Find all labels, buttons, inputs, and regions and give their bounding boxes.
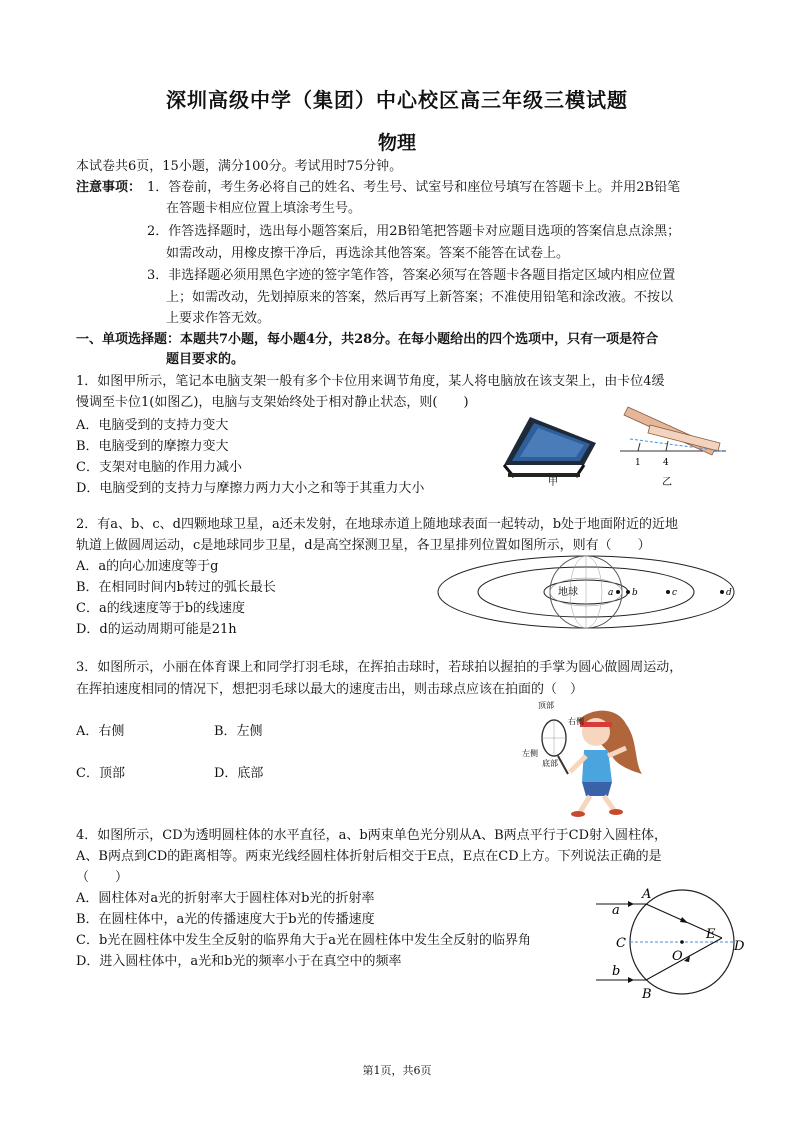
point-label-d: D (734, 939, 745, 954)
ray-label-a: a (612, 903, 620, 918)
q3-stem-line-2: 在挥拍速度相同的情况下，想把羽毛球以最大的速度击出，则击球点应该在拍面的（ ） (76, 682, 584, 697)
q4-cylinder-figure (586, 880, 776, 1002)
q2-satellite-figure (432, 552, 752, 634)
figure-label-yi: 乙 (662, 477, 672, 488)
point-label-a-upper: A (642, 887, 652, 902)
q2-stem-line-1: 2．有a、b、c、d四颗地球卫星，a还未发射，在地球赤道上随地球表面一起转动，b处于地面附近的近地 (76, 517, 679, 532)
notice-item-1-line-2: 在答题卡相应位置上填涂考生号。 (166, 201, 362, 216)
page-footer: 第1页，共6页 (362, 1064, 432, 1077)
notice-item-3-line-1: 3．非选择题必须用黑色字迹的签字笔作答，答案必须写在答题卡各题目指定区域内相应位置 (147, 268, 676, 283)
q4-option-d: D．进入圆柱体中，a光和b光的频率小于在真空中的频率 (76, 954, 402, 969)
q1-stem-line-1: 1．如图甲所示，笔记本电脑支架一般有多个卡位用来调节角度，某人将电脑放在该支架上，由卡位4缓 (76, 374, 665, 389)
subject-title: 物理 (377, 132, 416, 154)
q1-option-c: C．支架对电脑的作用力减小 (76, 460, 242, 475)
racket-label-right: 右侧 (568, 717, 584, 726)
q1-option-d: D．电脑受到的支持力与摩擦力两力大小之和等于其重力大小 (76, 481, 425, 496)
racket-label-left: 左侧 (522, 749, 538, 758)
point-label-o: O (672, 949, 683, 964)
point-label-c: C (616, 936, 626, 951)
q3-option-c: C．顶部 (76, 766, 125, 781)
q1-option-b: B．电脑受到的摩擦力变大 (76, 439, 229, 454)
q4-option-b: B．在圆柱体中，a光的传播速度大于b光的传播速度 (76, 912, 375, 927)
ray-label-b: b (612, 964, 621, 979)
point-label-b-upper: B (642, 987, 652, 1002)
sat-label-d: d (726, 588, 732, 598)
q4-option-a: A．圆柱体对a光的折射率大于圆柱体对b光的折射率 (76, 891, 375, 906)
slot-label-1: 1 (635, 458, 641, 468)
q1-stem-line-2: 慢调至卡位1(如图乙)，电脑与支架始终处于相对静止状态，则( ) (76, 395, 469, 410)
slot-angle-diagram (620, 407, 726, 455)
q2-option-b: B．在相同时间内b转过的弧长最长 (76, 580, 276, 595)
laptop-stand-illustration (504, 417, 596, 477)
q1-figure (490, 403, 730, 489)
q3-option-d: D．底部 (214, 766, 264, 781)
section-heading-line-2: 题目要求的。 (166, 352, 245, 367)
q1-option-a: A．电脑受到的支持力变大 (76, 418, 229, 433)
q2-option-d: D．d的运动周期可能是21h (76, 622, 237, 637)
notice-item-3-line-2: 上；如需改动，先划掉原来的答案，然后再写上新答案；不准使用铅笔和涂改液。不按以 (166, 290, 674, 305)
sat-label-c: c (672, 588, 678, 598)
figure-label-jia: 甲 (548, 477, 558, 488)
sat-label-b: b (632, 588, 638, 598)
q4-stem-line-1: 4．如图所示，CD为透明圆柱体的水平直径，a、b两束单色光分别从A、B两点平行于CD射入圆柱体， (76, 828, 668, 843)
racket-label-bottom: 底部 (542, 759, 558, 768)
q3-stem-line-1: 3．如图所示，小丽在体育课上和同学打羽毛球，在挥拍击球时，若球拍以握拍的手掌为圆心做圆周运动， (76, 660, 683, 675)
notice-item-2-line-2: 如需改动，用橡皮擦干净后，再选涂其他答案。答案不能答在试卷上。 (166, 246, 570, 261)
slot-label-4: 4 (663, 458, 669, 468)
q2-option-a: A．a的向心加速度等于g (76, 559, 219, 574)
q2-option-c: C．a的线速度等于b的线速度 (76, 601, 246, 616)
section-heading-line-1: 一、单项选择题：本题共7小题，每小题4分，共28分。在每小题给出的四个选项中，只有一项是符合 (76, 332, 659, 347)
sat-label-a: a (608, 588, 614, 598)
q2-stem-line-2: 轨道上做圆周运动，c是地球同步卫星，d是高空探测卫星，各卫星排列位置如图所示，则有（ ） (76, 538, 651, 553)
earth-label: 地球 (558, 587, 578, 598)
notice-item-1-line-1: 1．答卷前，考生务必将自己的姓名、考生号、试室号和座位号填写在答题卡上。并用2B铅笔 (147, 180, 681, 195)
q4-option-c: C．b光在圆柱体中发生全反射的临界角大于a光在圆柱体中发生全反射的临界角 (76, 933, 532, 948)
q4-stem-line-2: A、B两点到CD的距离相等。两束光线经圆柱体折射后相交于E点，E点在CD上方。下列说法正确的是 (76, 849, 662, 864)
q3-option-a: A．右侧 (76, 724, 125, 739)
notice-label: 注意事项： (76, 180, 142, 195)
q4-stem-line-3: （ ） (76, 870, 129, 885)
exam-intro: 本试卷共6页，15小题，满分100分。考试用时75分钟。 (76, 159, 403, 174)
q3-option-b: B．左侧 (214, 724, 263, 739)
notice-item-3-line-3: 上要求作答无效。 (166, 311, 271, 326)
notice-item-2-line-1: 2．作答选择题时，选出每小题答案后，用2B铅笔把答题卡对应题目选项的答案信息点涂黑； (147, 224, 681, 239)
q3-badminton-figure (508, 700, 658, 820)
racket-label-top: 顶部 (538, 701, 554, 710)
point-label-e: E (706, 927, 716, 942)
page-title: 深圳高级中学（集团）中心校区高三年级三模试题 (166, 88, 628, 112)
